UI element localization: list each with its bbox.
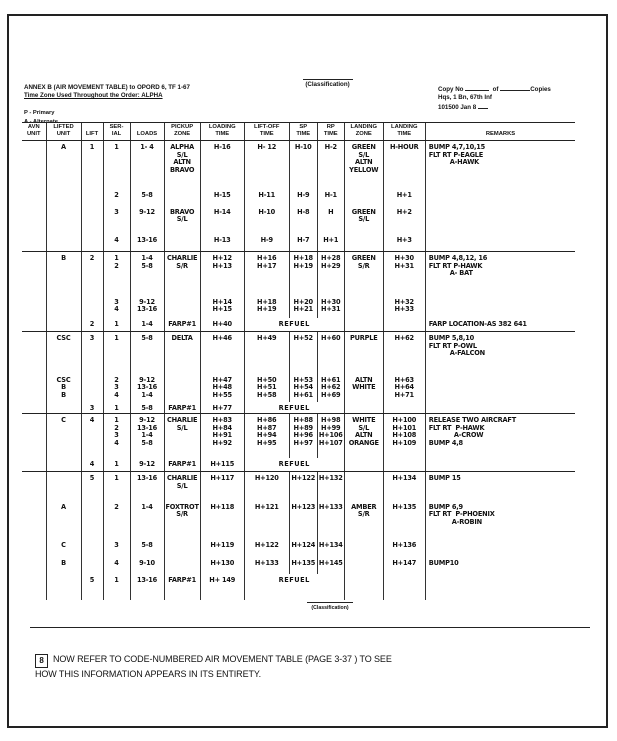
cell-avn-unit bbox=[22, 458, 46, 472]
cell-pickup-zone: BRAVO S/L bbox=[164, 206, 200, 234]
cell-rp-time: H+132 bbox=[317, 472, 344, 501]
classification-bottom bbox=[300, 602, 360, 611]
cell-lift bbox=[81, 234, 103, 252]
cell-loads: 5-8 bbox=[130, 539, 164, 557]
cell-lifted-unit bbox=[46, 472, 81, 501]
table-row bbox=[22, 332, 575, 374]
cell-loading-time: H+46 bbox=[200, 332, 244, 374]
cell-avn-unit bbox=[22, 318, 46, 332]
dtg-line bbox=[438, 102, 551, 112]
cell-rp-time: H+61 H+62 H+69 bbox=[317, 374, 344, 402]
cell-avn-unit bbox=[22, 414, 46, 458]
cell-avn-unit bbox=[22, 374, 46, 402]
cell-lift bbox=[81, 189, 103, 206]
cell-loads: 5-8 bbox=[130, 332, 164, 374]
cell-avn-unit bbox=[22, 206, 46, 234]
cell-lift: 3 bbox=[81, 332, 103, 374]
cell-landing-zone: GREEN S/R bbox=[344, 252, 383, 296]
cell-lifted-unit bbox=[46, 318, 81, 332]
cell-sp-time: H-8 bbox=[289, 206, 317, 234]
cell-remarks: FARP LOCATION-AS 382 641 bbox=[425, 318, 575, 332]
col-pickup-zone: PICKUP ZONE bbox=[164, 123, 200, 141]
cell-serial: 3 4 bbox=[103, 296, 130, 318]
cell-landing-zone bbox=[344, 557, 383, 574]
cell-loads: 5-8 bbox=[130, 402, 164, 414]
table-row bbox=[22, 374, 575, 402]
cell-remarks bbox=[425, 296, 575, 318]
cell-landing-time: H+135 bbox=[383, 501, 425, 539]
cell-lift: 5 bbox=[81, 472, 103, 501]
cell-loads: 1-4 bbox=[130, 318, 164, 332]
cell-loads: 13-16 bbox=[130, 472, 164, 501]
cell-sp-time: H+18 H+19 bbox=[289, 252, 317, 296]
cell-serial: 1 bbox=[103, 332, 130, 374]
cell-liftoff-time: H+50 H+51 H+58 bbox=[244, 374, 289, 402]
cell-lifted-unit bbox=[46, 234, 81, 252]
cell-rp-time: H+98 H+99 H+106 H+107 bbox=[317, 414, 344, 458]
cell-lifted-unit: CSC B B bbox=[46, 374, 81, 402]
cell-landing-time bbox=[383, 458, 425, 472]
instruction-note bbox=[35, 653, 392, 680]
col-loads: LOADS bbox=[130, 123, 164, 141]
cell-pickup-zone: FARP#1 bbox=[164, 402, 200, 414]
note-text-1: NOW REFER TO CODE-NUMBERED AIR MOVEMENT TABLE (PAGE 3-37 ) TO SEE bbox=[53, 654, 392, 664]
cell-remarks bbox=[425, 574, 575, 600]
table-row bbox=[22, 234, 575, 252]
cell-serial: 1 bbox=[103, 141, 130, 189]
cell-loading-time: H+40 bbox=[200, 318, 244, 332]
cell-serial: 1 bbox=[103, 402, 130, 414]
cell-landing-zone bbox=[344, 574, 383, 600]
cell-loading-time: H+77 bbox=[200, 402, 244, 414]
col-remarks: REMARKS bbox=[425, 123, 575, 141]
table-row bbox=[22, 539, 575, 557]
cell-loads: 9-12 bbox=[130, 458, 164, 472]
cell-loading-time: H-15 bbox=[200, 189, 244, 206]
cell-landing-zone bbox=[344, 189, 383, 206]
cell-remarks: BUMP 4,8,12, 16 FLT RT P-HAWK A- BAT bbox=[425, 252, 575, 296]
cell-landing-zone bbox=[344, 539, 383, 557]
cell-liftoff-time: H+122 bbox=[244, 539, 289, 557]
cell-sp-time: H-9 bbox=[289, 189, 317, 206]
cell-serial: 1 bbox=[103, 458, 130, 472]
cell-sp-time: H+124 bbox=[289, 539, 317, 557]
cell-pickup-zone: DELTA bbox=[164, 332, 200, 374]
cell-lift bbox=[81, 501, 103, 539]
cell-loads: 1- 4 bbox=[130, 141, 164, 189]
cell-loading-time: H+119 bbox=[200, 539, 244, 557]
cell-lift: 4 bbox=[81, 458, 103, 472]
cell-refuel: REFUEL bbox=[244, 458, 344, 472]
cell-rp-time: H+60 bbox=[317, 332, 344, 374]
cell-loading-time: H+14 H+15 bbox=[200, 296, 244, 318]
cell-loads: 13-16 bbox=[130, 234, 164, 252]
cell-serial: 1 bbox=[103, 318, 130, 332]
cell-loads: 9-12 bbox=[130, 206, 164, 234]
cell-rp-time: H+1 bbox=[317, 234, 344, 252]
cell-remarks: BUMP 5,8,10 FLT RT P-OWL A-FALCON bbox=[425, 332, 575, 374]
cell-loading-time: H+ 149 bbox=[200, 574, 244, 600]
table-body bbox=[22, 141, 575, 600]
cell-liftoff-time: H+121 bbox=[244, 501, 289, 539]
cell-lift bbox=[81, 296, 103, 318]
cell-rp-time: H-1 bbox=[317, 189, 344, 206]
table-row bbox=[22, 252, 575, 296]
col-avn-unit: AVN UNIT bbox=[22, 123, 46, 141]
cell-sp-time: H+52 bbox=[289, 332, 317, 374]
cell-rp-time: H bbox=[317, 206, 344, 234]
cell-loading-time: H+117 bbox=[200, 472, 244, 501]
cell-avn-unit bbox=[22, 557, 46, 574]
cell-pickup-zone: CHARLIE S/L bbox=[164, 414, 200, 458]
col-loading-time: LOADING TIME bbox=[200, 123, 244, 141]
cell-lifted-unit bbox=[46, 574, 81, 600]
cell-liftoff-time: H- 12 bbox=[244, 141, 289, 189]
cell-sp-time: H+88 H+89 H+96 H+97 bbox=[289, 414, 317, 458]
note-text-2: HOW THIS INFORMATION APPEARS IN ITS ENTIRETY. bbox=[35, 669, 262, 679]
cell-loading-time: H+47 H+48 H+55 bbox=[200, 374, 244, 402]
cell-rp-time: H+145 bbox=[317, 557, 344, 574]
cell-pickup-zone: FARP#1 bbox=[164, 574, 200, 600]
cell-landing-time: H+100 H+101 H+108 H+109 bbox=[383, 414, 425, 458]
table-row bbox=[22, 557, 575, 574]
time-zone-line: Time Zone Used Throughout the Order: ALPHA bbox=[24, 92, 163, 99]
cell-loads: 1-4 5-8 bbox=[130, 252, 164, 296]
cell-remarks bbox=[425, 206, 575, 234]
dtg-blank bbox=[478, 102, 488, 109]
cell-refuel: REFUEL bbox=[244, 574, 344, 600]
table-row bbox=[22, 206, 575, 234]
cell-pickup-zone bbox=[164, 296, 200, 318]
cell-landing-time: H+147 bbox=[383, 557, 425, 574]
cell-remarks: BUMP 15 bbox=[425, 472, 575, 501]
cell-remarks bbox=[425, 374, 575, 402]
cell-lift bbox=[81, 374, 103, 402]
cell-avn-unit bbox=[22, 141, 46, 189]
cell-pickup-zone: CHARLIE S/R bbox=[164, 252, 200, 296]
cell-avn-unit bbox=[22, 189, 46, 206]
col-landing-time: LANDING TIME bbox=[383, 123, 425, 141]
cell-lift: 1 bbox=[81, 141, 103, 189]
cell-serial: 2 bbox=[103, 501, 130, 539]
cell-avn-unit bbox=[22, 234, 46, 252]
cell-remarks bbox=[425, 458, 575, 472]
cell-serial: 4 bbox=[103, 234, 130, 252]
cell-remarks bbox=[425, 189, 575, 206]
cell-remarks: RELEASE TWO AIRCRAFT FLT RT P-HAWK A-CROW BUMP 4,8 bbox=[425, 414, 575, 458]
cell-liftoff-time: H+120 bbox=[244, 472, 289, 501]
cell-landing-zone: AMBER S/R bbox=[344, 501, 383, 539]
cell-rp-time: H+134 bbox=[317, 539, 344, 557]
of-label: of bbox=[492, 86, 499, 93]
cell-landing-zone bbox=[344, 458, 383, 472]
cell-pickup-zone: FOXTROT S/R bbox=[164, 501, 200, 539]
cell-serial: 2 bbox=[103, 189, 130, 206]
cell-serial: 1 2 3 4 bbox=[103, 414, 130, 458]
cell-landing-time: H+3 bbox=[383, 234, 425, 252]
cell-lift: 5 bbox=[81, 574, 103, 600]
cell-loading-time: H-16 bbox=[200, 141, 244, 189]
cell-loads: 9-12 13-16 bbox=[130, 296, 164, 318]
classification-label: (Classification) bbox=[305, 81, 350, 88]
cell-sp-time: H+53 H+54 H+61 bbox=[289, 374, 317, 402]
table-row bbox=[22, 296, 575, 318]
cell-landing-time bbox=[383, 402, 425, 414]
separator-line bbox=[30, 627, 590, 628]
cell-landing-zone bbox=[344, 234, 383, 252]
classification-top bbox=[290, 79, 365, 89]
cell-pickup-zone bbox=[164, 234, 200, 252]
cell-remarks: BUMP10 bbox=[425, 557, 575, 574]
cell-lift bbox=[81, 557, 103, 574]
table-header-row bbox=[22, 123, 575, 141]
cell-landing-time: H+32 H+33 bbox=[383, 296, 425, 318]
cell-loads: 9-12 13-16 1-4 5-8 bbox=[130, 414, 164, 458]
cell-serial: 1 bbox=[103, 472, 130, 501]
table-row bbox=[22, 189, 575, 206]
cell-avn-unit bbox=[22, 472, 46, 501]
cell-lifted-unit bbox=[46, 189, 81, 206]
cell-pickup-zone: ALPHA S/L ALTN BRAVO bbox=[164, 141, 200, 189]
cell-lifted-unit bbox=[46, 458, 81, 472]
col-sp-time: SP TIME bbox=[289, 123, 317, 141]
cell-landing-time bbox=[383, 318, 425, 332]
classification-bottom-blank bbox=[307, 602, 353, 603]
cell-lift: 4 bbox=[81, 414, 103, 458]
cell-lift bbox=[81, 206, 103, 234]
cell-serial: 4 bbox=[103, 557, 130, 574]
col-lifted-unit: LIFTED UNIT bbox=[46, 123, 81, 141]
dtg-value: 101500 Jan 8 bbox=[438, 104, 477, 111]
cell-remarks: BUMP 6,9 FLT RT P-PHOENIX A-ROBIN bbox=[425, 501, 575, 539]
cell-landing-zone bbox=[344, 472, 383, 501]
cell-lifted-unit: C bbox=[46, 539, 81, 557]
cell-loads: 9-12 13-16 1-4 bbox=[130, 374, 164, 402]
cell-avn-unit bbox=[22, 332, 46, 374]
cell-lift bbox=[81, 539, 103, 557]
cell-avn-unit bbox=[22, 296, 46, 318]
cell-landing-zone: GREEN S/L bbox=[344, 206, 383, 234]
cell-pickup-zone bbox=[164, 374, 200, 402]
cell-sp-time: H+135 bbox=[289, 557, 317, 574]
table-row bbox=[22, 472, 575, 501]
cell-rp-time: H+30 H+31 bbox=[317, 296, 344, 318]
cell-loads: 5-8 bbox=[130, 189, 164, 206]
copy-no-label: Copy No bbox=[438, 86, 464, 93]
cell-lifted-unit: B bbox=[46, 557, 81, 574]
col-liftoff-time: LIFT-OFF TIME bbox=[244, 123, 289, 141]
cell-avn-unit bbox=[22, 539, 46, 557]
cell-lift: 2 bbox=[81, 252, 103, 296]
cell-loading-time: H+12 H+13 bbox=[200, 252, 244, 296]
cell-landing-time: H+1 bbox=[383, 189, 425, 206]
cell-avn-unit bbox=[22, 402, 46, 414]
cell-loads: 13-16 bbox=[130, 574, 164, 600]
cell-loading-time: H+83 H+84 H+91 H+92 bbox=[200, 414, 244, 458]
cell-pickup-zone: CHARLIE S/L bbox=[164, 472, 200, 501]
cell-landing-zone: GREEN S/L ALTN YELLOW bbox=[344, 141, 383, 189]
table-row bbox=[22, 574, 575, 600]
cell-lifted-unit: A bbox=[46, 141, 81, 189]
cell-sp-time: H+123 bbox=[289, 501, 317, 539]
cell-pickup-zone: FARP#1 bbox=[164, 458, 200, 472]
table-row bbox=[22, 318, 575, 332]
cell-lift: 3 bbox=[81, 402, 103, 414]
cell-liftoff-time: H-10 bbox=[244, 206, 289, 234]
col-landing-zone: LANDING ZONE bbox=[344, 123, 383, 141]
cell-liftoff-time: H+18 H+19 bbox=[244, 296, 289, 318]
legend-primary: P - Primary bbox=[24, 110, 55, 116]
cell-landing-time: H+2 bbox=[383, 206, 425, 234]
cell-sp-time: H+20 H+21 bbox=[289, 296, 317, 318]
cell-loading-time: H-14 bbox=[200, 206, 244, 234]
cell-landing-time: H+62 bbox=[383, 332, 425, 374]
classification-bottom-label: (Classification) bbox=[311, 605, 349, 611]
cell-remarks bbox=[425, 402, 575, 414]
cell-landing-time: H-HOUR bbox=[383, 141, 425, 189]
copy-line bbox=[438, 84, 551, 94]
cell-liftoff-time: H+133 bbox=[244, 557, 289, 574]
table-row bbox=[22, 402, 575, 414]
cell-rp-time: H+133 bbox=[317, 501, 344, 539]
cell-lifted-unit bbox=[46, 206, 81, 234]
cell-landing-zone bbox=[344, 296, 383, 318]
step-number-box: 8 bbox=[35, 654, 48, 668]
cell-remarks bbox=[425, 234, 575, 252]
cell-liftoff-time: H-11 bbox=[244, 189, 289, 206]
cell-landing-zone bbox=[344, 402, 383, 414]
legend-alternate: A - Alternate bbox=[24, 119, 59, 125]
cell-serial: 2 3 4 bbox=[103, 374, 130, 402]
annex-title: ANNEX B (AIR MOVEMENT TABLE) to OPORD 6, TF 1-67 bbox=[24, 84, 190, 91]
cell-avn-unit bbox=[22, 574, 46, 600]
cell-landing-time: H+136 bbox=[383, 539, 425, 557]
copy-no-blank bbox=[465, 84, 489, 91]
cell-landing-time: H+63 H+64 H+71 bbox=[383, 374, 425, 402]
cell-rp-time: H+28 H+29 bbox=[317, 252, 344, 296]
cell-lifted-unit: A bbox=[46, 501, 81, 539]
cell-refuel: REFUEL bbox=[244, 402, 344, 414]
cell-serial: 1 2 bbox=[103, 252, 130, 296]
cell-landing-time: H+134 bbox=[383, 472, 425, 501]
cell-pickup-zone: FARP#1 bbox=[164, 318, 200, 332]
col-serial: SER- IAL bbox=[103, 123, 130, 141]
cell-serial: 3 bbox=[103, 539, 130, 557]
note-line-1 bbox=[35, 653, 392, 668]
cell-sp-time: H-10 bbox=[289, 141, 317, 189]
copies-blank bbox=[500, 84, 530, 91]
cell-serial: 3 bbox=[103, 206, 130, 234]
cell-lifted-unit bbox=[46, 296, 81, 318]
cell-remarks: BUMP 4,7,10,15 FLT RT P-EAGLE A-HAWK bbox=[425, 141, 575, 189]
cell-sp-time: H+122 bbox=[289, 472, 317, 501]
cell-remarks bbox=[425, 539, 575, 557]
table-row bbox=[22, 141, 575, 189]
air-movement-table bbox=[22, 122, 575, 600]
cell-pickup-zone bbox=[164, 539, 200, 557]
cell-liftoff-time: H-9 bbox=[244, 234, 289, 252]
table-row bbox=[22, 458, 575, 472]
cell-serial: 1 bbox=[103, 574, 130, 600]
cell-liftoff-time: H+49 bbox=[244, 332, 289, 374]
cell-avn-unit bbox=[22, 501, 46, 539]
copy-block bbox=[438, 84, 551, 112]
cell-avn-unit bbox=[22, 252, 46, 296]
cell-lifted-unit: CSC bbox=[46, 332, 81, 374]
col-rp-time: RP TIME bbox=[317, 123, 344, 141]
cell-sp-time: H-7 bbox=[289, 234, 317, 252]
cell-landing-time: H+30 H+31 bbox=[383, 252, 425, 296]
cell-landing-zone: WHITE S/L ALTN ORANGE bbox=[344, 414, 383, 458]
cell-liftoff-time: H+86 H+87 H+94 H+95 bbox=[244, 414, 289, 458]
cell-pickup-zone bbox=[164, 557, 200, 574]
cell-lifted-unit: B bbox=[46, 252, 81, 296]
cell-lifted-unit: C bbox=[46, 414, 81, 458]
document-header bbox=[24, 84, 190, 100]
cell-loading-time: H-13 bbox=[200, 234, 244, 252]
cell-landing-time bbox=[383, 574, 425, 600]
cell-loads: 9-10 bbox=[130, 557, 164, 574]
cell-lifted-unit bbox=[46, 402, 81, 414]
classification-blank bbox=[303, 79, 353, 80]
hqs-line: Hqs, 1 Bn, 67th Inf bbox=[438, 94, 492, 101]
cell-refuel: REFUEL bbox=[244, 318, 344, 332]
cell-loading-time: H+130 bbox=[200, 557, 244, 574]
table-row bbox=[22, 501, 575, 539]
cell-loading-time: H+118 bbox=[200, 501, 244, 539]
cell-landing-zone: PURPLE bbox=[344, 332, 383, 374]
table-row bbox=[22, 414, 575, 458]
copies-label: Copies bbox=[530, 86, 551, 93]
cell-liftoff-time: H+16 H+17 bbox=[244, 252, 289, 296]
cell-lift: 2 bbox=[81, 318, 103, 332]
col-lift: LIFT bbox=[81, 123, 103, 141]
cell-loads: 1-4 bbox=[130, 501, 164, 539]
cell-pickup-zone bbox=[164, 189, 200, 206]
cell-loading-time: H+115 bbox=[200, 458, 244, 472]
cell-rp-time: H-2 bbox=[317, 141, 344, 189]
cell-landing-zone bbox=[344, 318, 383, 332]
cell-landing-zone: ALTN WHITE bbox=[344, 374, 383, 402]
